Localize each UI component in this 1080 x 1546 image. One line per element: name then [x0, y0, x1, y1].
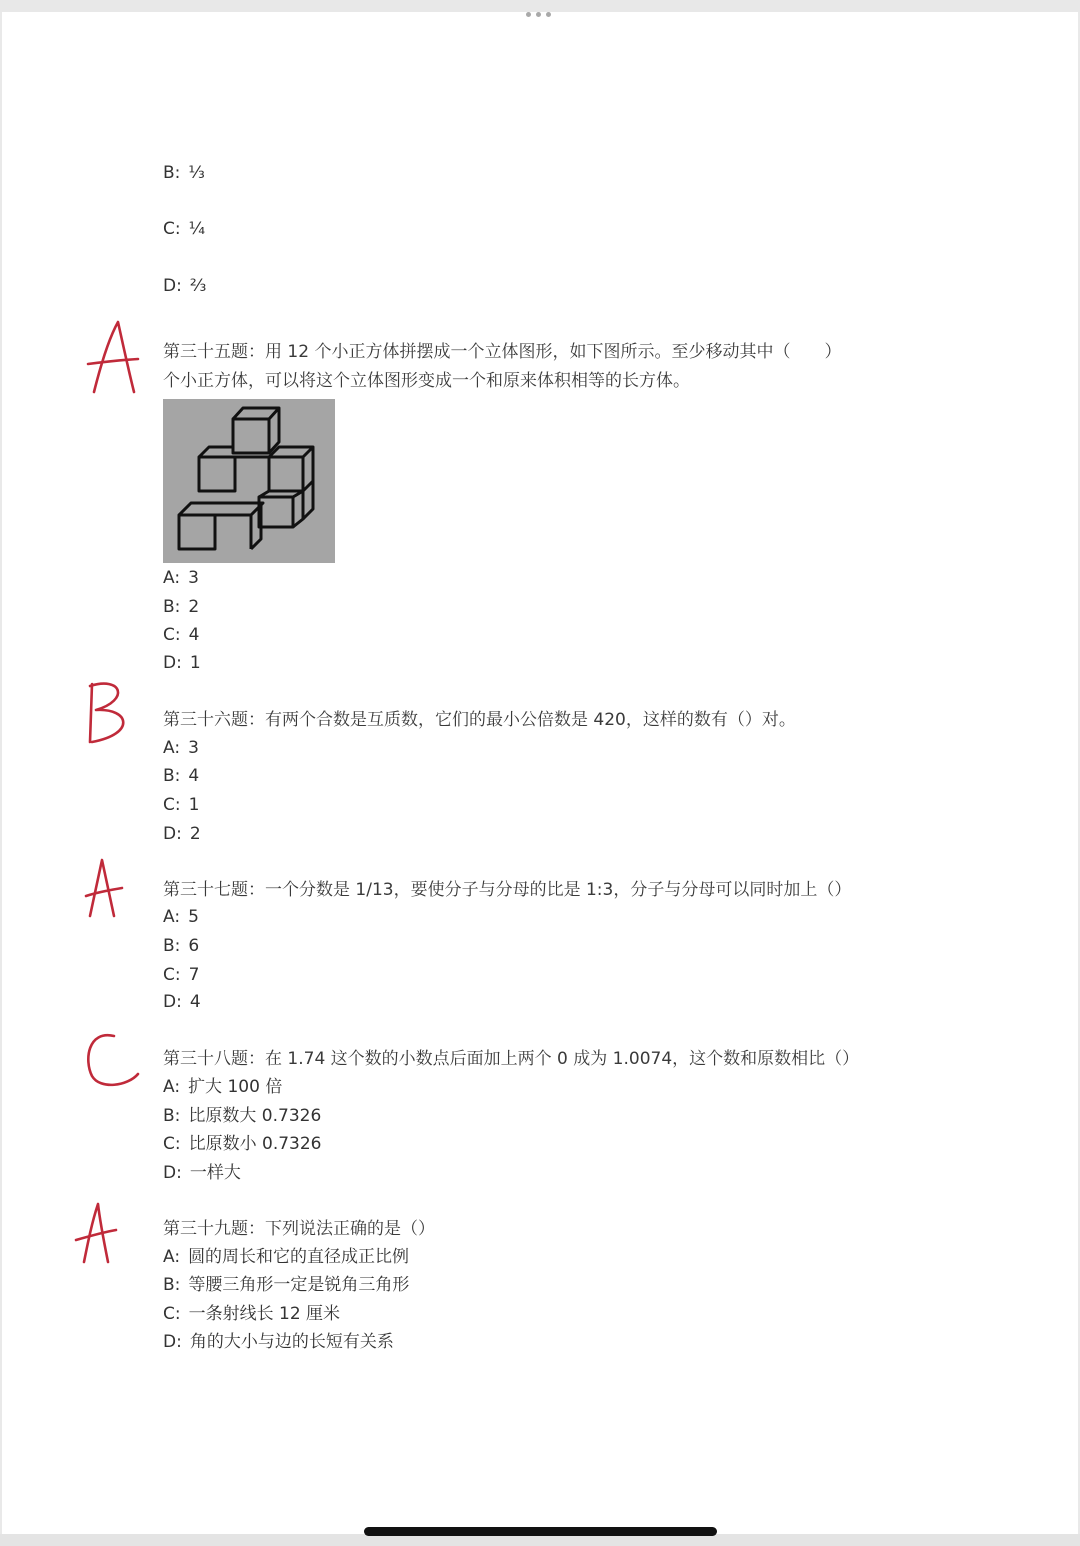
- q39-option-a: A: 圆的周长和它的直径成正比例: [163, 1247, 410, 1267]
- q38-option-d: D: 一样大: [163, 1163, 241, 1183]
- question-36-text: 第三十六题：有两个合数是互质数，它们的最小公倍数是 420，这样的数有（）对。: [163, 710, 796, 730]
- q37-option-d: D: 4: [163, 992, 201, 1012]
- question-38-text: 第三十八题：在 1.74 这个数的小数点后面加上两个 0 成为 1.0074，这个数和原数相比（）: [163, 1049, 860, 1069]
- q39-option-b: B: 等腰三角形一定是锐角三角形: [163, 1275, 410, 1295]
- q36-option-c: C: 1: [163, 795, 200, 815]
- q39-option-c: C: 一条射线长 12 厘米: [163, 1304, 341, 1324]
- option-row: C: ¼: [163, 219, 206, 239]
- cube-stack-figure: [163, 399, 335, 563]
- handwritten-answer-q36: [82, 678, 138, 748]
- handwritten-answer-q37: [84, 858, 124, 920]
- option-row: B: ⅓: [163, 163, 205, 183]
- q35-option-d: D: 1: [163, 653, 201, 673]
- q36-option-d: D: 2: [163, 824, 201, 844]
- q39-option-d: D: 角的大小与边的长短有关系: [163, 1332, 394, 1352]
- handwritten-answer-q39: [74, 1202, 120, 1266]
- q37-option-c: C: 7: [163, 965, 200, 985]
- q36-option-b: B: 4: [163, 766, 200, 786]
- question-37-text: 第三十七题：一个分数是 1/13，要使分子与分母的比是 1:3，分子与分母可以同时加上（）: [163, 880, 852, 900]
- q35-option-a: A: 3: [163, 568, 199, 588]
- option-row: D: ⅔: [163, 276, 207, 296]
- home-indicator[interactable]: [364, 1527, 717, 1536]
- question-35-text-line-2: 个小正方体，可以将这个立体图形变成一个和原来体积相等的长方体。: [163, 371, 690, 391]
- ellipsis-icon[interactable]: [526, 9, 554, 19]
- cube-stack-drawing: [163, 399, 335, 563]
- question-35-text-line-1: 第三十五题：用 12 个小正方体拼摆成一个立体图形，如下图所示。至少移动其中（ ）: [163, 342, 842, 362]
- q38-option-c: C: 比原数小 0.7326: [163, 1134, 322, 1154]
- q35-option-b: B: 2: [163, 597, 200, 617]
- q36-option-a: A: 3: [163, 738, 199, 758]
- handwritten-answer-q35: [84, 318, 144, 398]
- q37-option-a: A: 5: [163, 907, 199, 927]
- handwritten-answer-q38: [84, 1030, 144, 1090]
- q38-option-a: A: 扩大 100 倍: [163, 1077, 283, 1097]
- q38-option-b: B: 比原数大 0.7326: [163, 1106, 322, 1126]
- question-39-text: 第三十九题：下列说法正确的是（）: [163, 1219, 435, 1239]
- q37-option-b: B: 6: [163, 936, 200, 956]
- q35-option-c: C: 4: [163, 625, 200, 645]
